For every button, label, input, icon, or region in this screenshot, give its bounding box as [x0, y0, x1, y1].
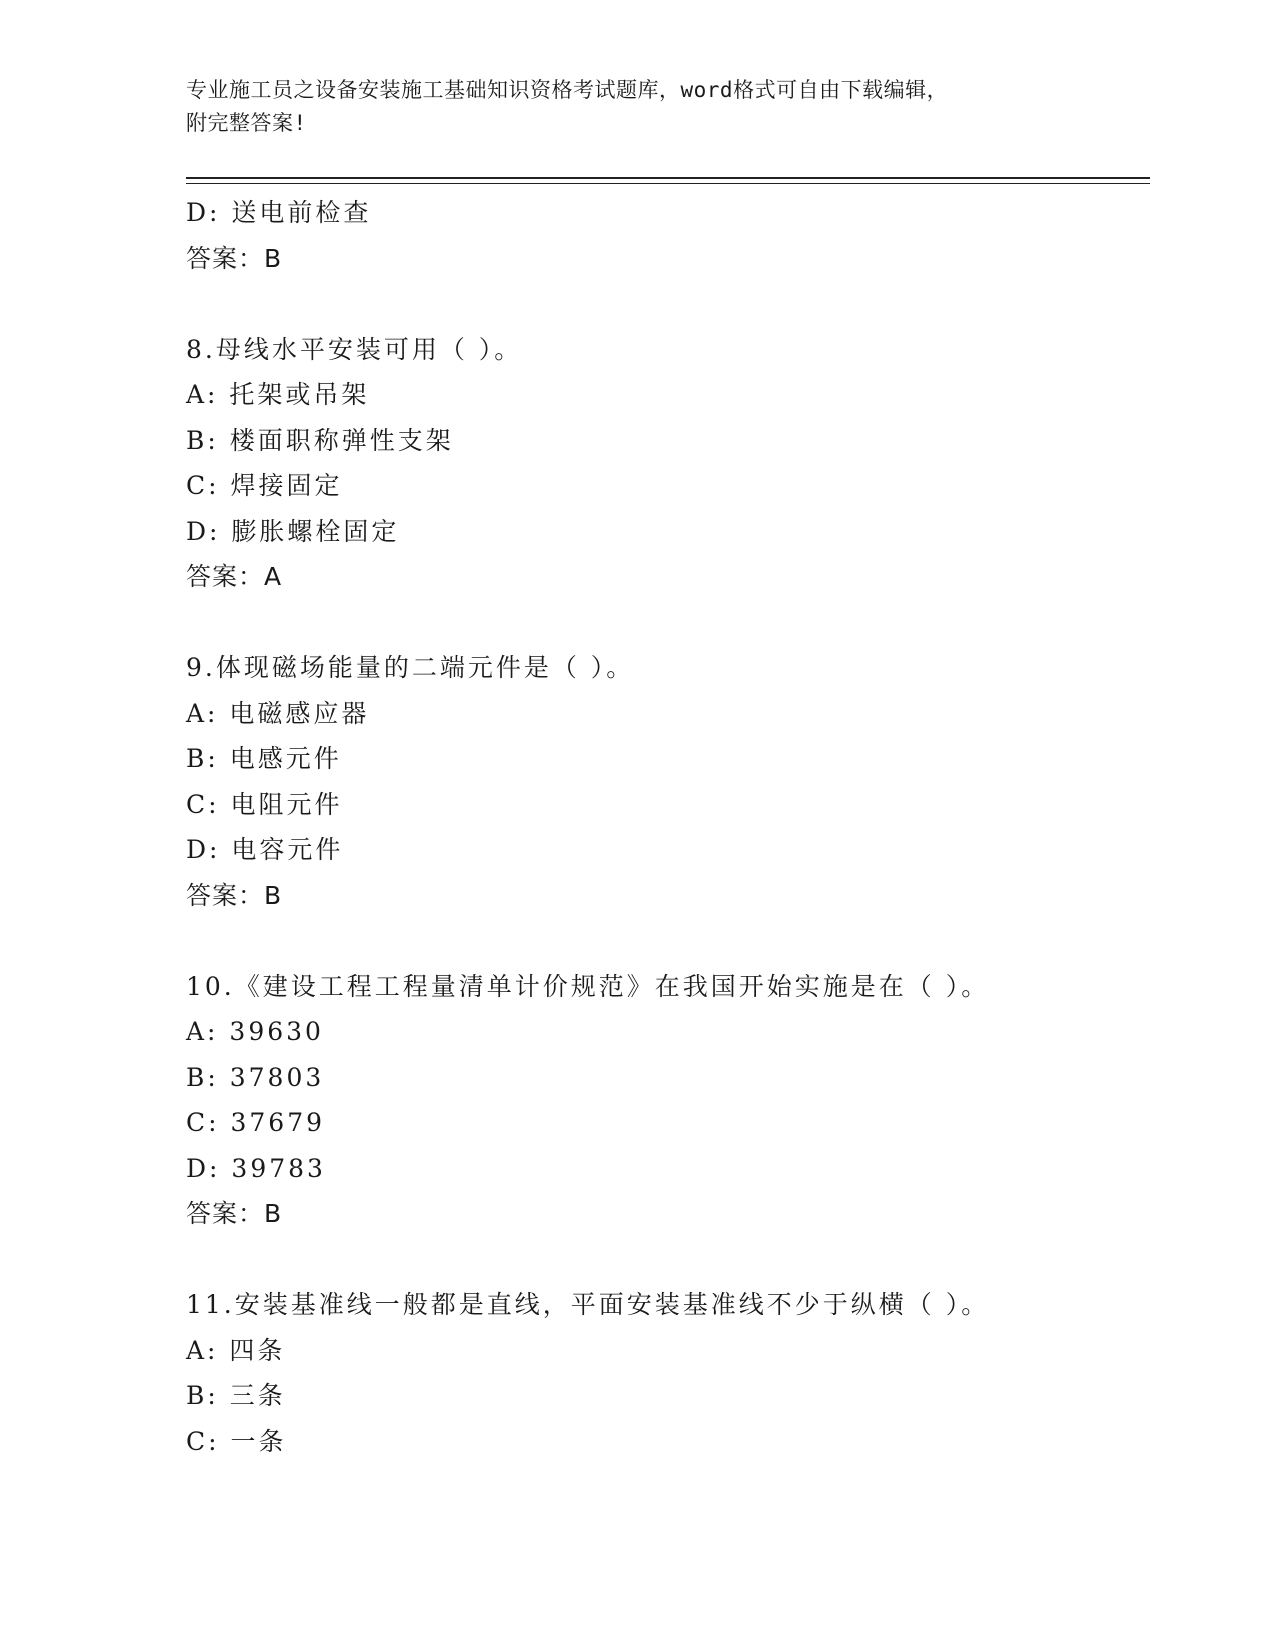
answer: 答案：A: [186, 562, 283, 591]
option-b: B: 三条: [186, 1381, 286, 1410]
spacer: [186, 918, 1150, 964]
question-8: [186, 327, 1150, 600]
header-divider-thin: [186, 183, 1150, 184]
document-header: [186, 74, 1066, 140]
option-d: D: 送电前检查: [186, 198, 372, 227]
option-a: A: 托架或吊架: [186, 380, 370, 409]
option-a: A: 电磁感应器: [186, 698, 370, 728]
option-b: B: 电感元件: [186, 744, 342, 773]
answer: 答案：B: [186, 1199, 283, 1228]
question-7-tail: [186, 190, 1150, 281]
option-b: B: 37803: [186, 1062, 325, 1092]
option-d: D: 膨胀螺栓固定: [186, 516, 400, 546]
header-line-2: 附完整答案!: [186, 111, 307, 135]
option-d: D: 39783: [186, 1153, 326, 1183]
option-c: C: 37679: [186, 1108, 326, 1137]
spacer: [186, 281, 1150, 327]
option-c: C: 一条: [186, 1426, 287, 1456]
question-stem: 10.《建设工程工程量清单计价规范》在我国开始实施是在（ ）。: [186, 971, 990, 1001]
option-b: B: 楼面职称弹性支架: [186, 425, 454, 455]
question-list: [186, 190, 1150, 1464]
header-divider-thick: [186, 177, 1150, 179]
answer: 答案：B: [186, 880, 283, 910]
spacer: [186, 600, 1150, 646]
question-stem: 8.母线水平安装可用（ ）。: [186, 334, 523, 364]
option-c: C: 焊接固定: [186, 471, 343, 500]
answer: 答案：B: [186, 243, 283, 273]
spacer: [186, 1237, 1150, 1283]
option-a: A: 四条: [186, 1335, 286, 1365]
question-9: [186, 645, 1150, 918]
question-stem: 11.安装基准线一般都是直线，平面安装基准线不少于纵横（ ）。: [186, 1290, 990, 1319]
question-10: [186, 964, 1150, 1237]
question-11: [186, 1282, 1150, 1464]
option-a: A: 39630: [186, 1017, 324, 1046]
option-d: D: 电容元件: [186, 835, 344, 864]
header-line-1: 专业施工员之设备安装施工基础知识资格考试题库，word格式可自由下载编辑，: [186, 78, 949, 102]
option-c: C: 电阻元件: [186, 789, 343, 819]
question-stem: 9.体现磁场能量的二端元件是（ ）。: [186, 653, 635, 682]
